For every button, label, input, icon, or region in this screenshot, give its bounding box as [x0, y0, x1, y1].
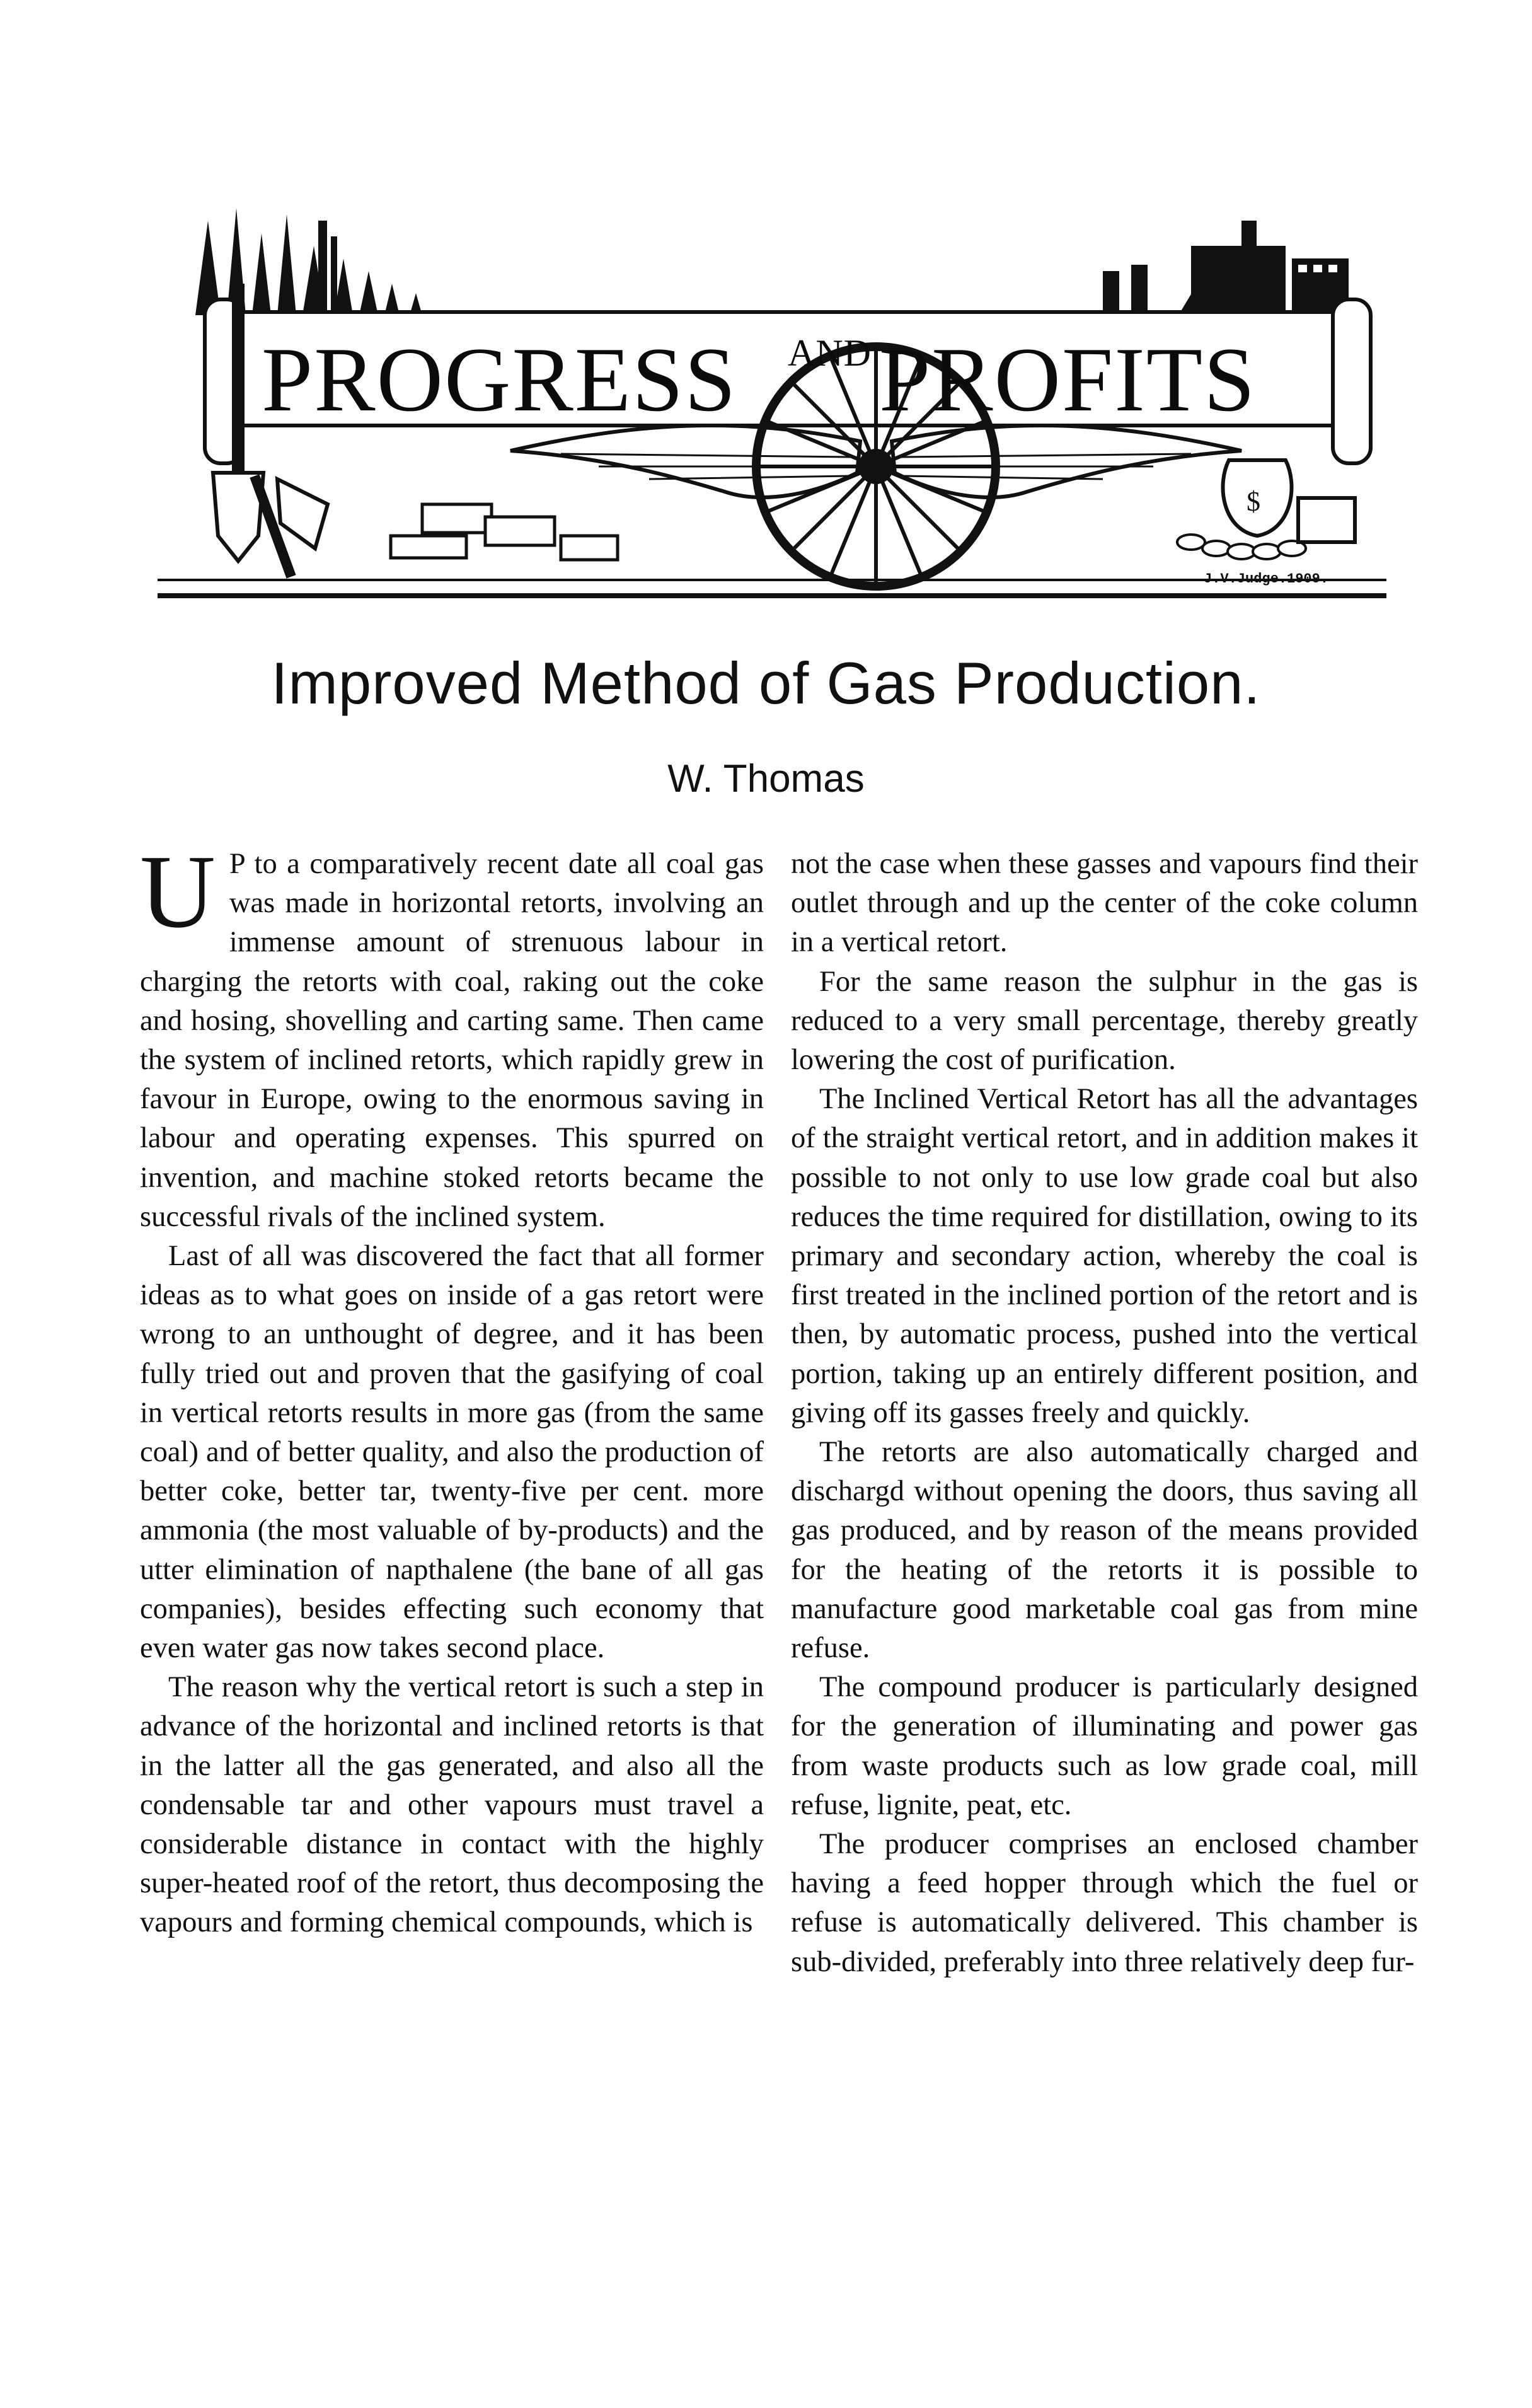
- paragraph: Last of all was discovered the fact that all former ideas as to what goes on inside of a gas retort were wrong to an unthought of degree, and it has been fully tried out and proven that the gasifying of coal in vertical retorts results in more gas (from the same coal) and of better quality, and also the production of better coke, better tar, twenty-five per cent. more ammonia (the most valuable of by-products) and the utter elimination of napthalene (the bane of all gas companies), besides effecting such economy that even water gas now takes second place.: [140, 1240, 764, 1665]
- axe-icon: [250, 474, 328, 578]
- paragraph: The Inclined Vertical Retort has all the advantages of the straight vertical retort, and in addition makes it possible to not only to use low grade coal but also reduces the time required for distillation, owing to its primary and secondary action, whereby the coal is first treated in the inclined portion of the retort and is then, by automatic process, pushed into the vertical portion, taking up an entirely different position, and giving off its gasses freely and quickly.: [791, 1083, 1418, 1429]
- paragraph: For the same reason the sulphur in the gas is reduced to a very small percentage, thereby greatly lowering the cost of purification.: [791, 965, 1418, 1077]
- paragraph: The compound producer is particularly designed for the generation of illuminating and power gas from waste products such as low grade coal, mill refuse, lignite, peat, etc.: [791, 1671, 1418, 1821]
- paragraph: U P to a comparatively recent date all coal gas was made in horizontal retorts, involving an immense amount of strenuous labour in charging the retorts with coal, raking out the coke and hosing, shovelling and carting same. Then came the system of inclined retorts, which rapidly grew in favour in Europe, owing to the enormous saving in labour and operating expenses. This spurred on invention, and machine stoked retorts became the successful rivals of the inclined system.: [140, 833, 764, 1233]
- left-column: [140, 833, 764, 1943]
- header-banner: [158, 208, 1386, 611]
- factory-icon: [1103, 221, 1349, 321]
- drop-cap: U: [140, 833, 216, 949]
- paragraph: The retorts are also automatically charged and dischargd without opening the doors, thus saving all gas produced, and by reason of the means provided for the heating of the retorts it is possible to manufacture good marketable coal gas from mine refuse.: [791, 1436, 1418, 1665]
- article-author: W. Thomas: [667, 757, 865, 801]
- banner-word-and: AND: [788, 332, 872, 374]
- right-column: [791, 845, 1418, 1982]
- money-bag-icon: [1177, 460, 1355, 559]
- banner-word-progress: PROGRESS: [262, 328, 737, 431]
- gold-bars-icon: [391, 504, 618, 560]
- paragraph: The reason why the vertical retort is such a step in advance of the horizontal and inclined retorts is that in the latter all the gas generated, and also all the condensable tar and other vapours must travel a considerable distance in contact with the highly super-heated roof of the retort, thus decomposing the vapours and forming chemical compounds, which is: [140, 1671, 764, 1939]
- svg-text:$: $: [1247, 486, 1260, 517]
- artist-signature: J.V.Judge.1909.: [1204, 571, 1329, 587]
- paragraph: The producer comprises an enclosed chamber having a feed hopper through which the fuel or refuse is automatically delivered. This chamber is sub-divided, preferably into three relatively deep fur-: [791, 1828, 1418, 1978]
- paragraph: not the case when these gasses and vapours find their outlet through and up the center of the coke column in a vertical retort.: [791, 848, 1418, 959]
- banner-word-profits: PROFITS: [879, 328, 1257, 431]
- article-title: Improved Method of Gas Production.: [271, 650, 1261, 716]
